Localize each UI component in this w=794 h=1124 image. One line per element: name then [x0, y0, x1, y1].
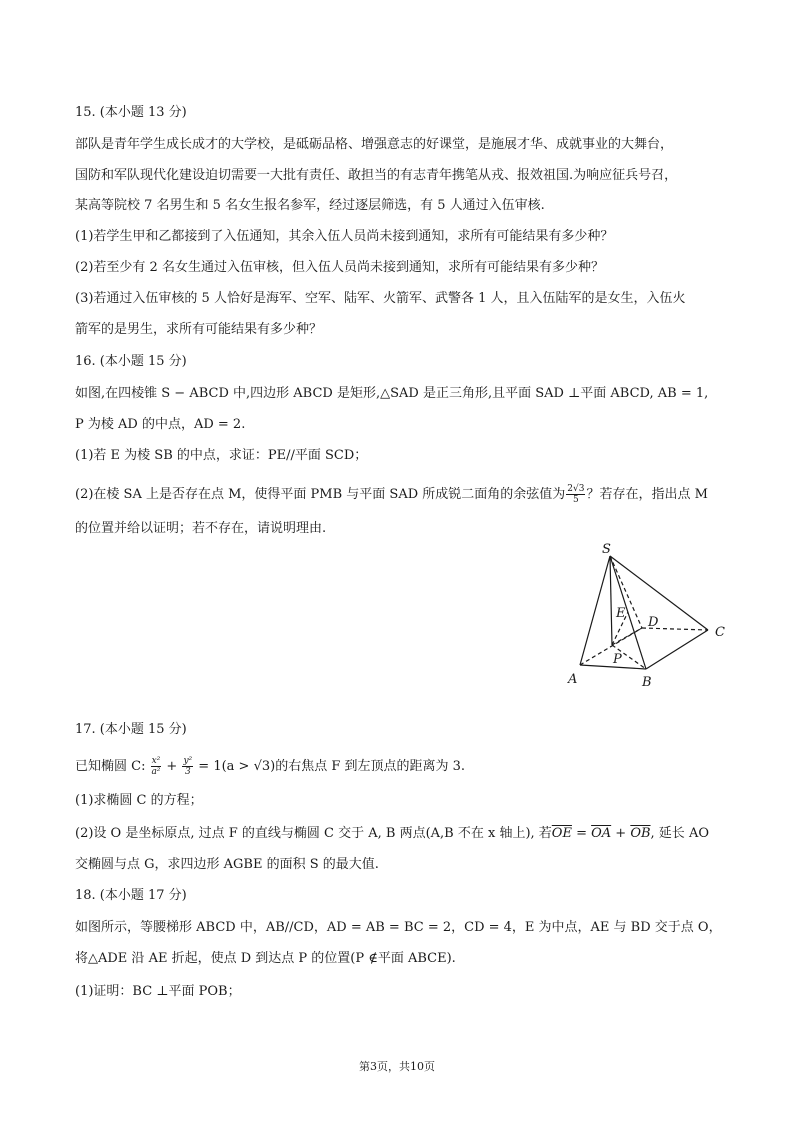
q15-subquestion-1: (1)若学生甲和乙都接到了入伍通知，其余入伍人员尚未接到通知，求所有可能结果有多少种？ — [75, 229, 614, 244]
q17-text-pre: 已知椭圆 C: — [75, 759, 150, 774]
q18-text-line1: 如图所示，等腰梯形 ABCD 中，AB//CD，AD = AB = BC = 2，CD = 4，E 为中点，AE 与 BD 交于点 O， — [75, 920, 722, 935]
q16-s2-text-post: ？若存在，指出点 M — [586, 487, 708, 502]
q16-header: 16. (本小题 15 分) — [75, 354, 187, 369]
label-E: E — [616, 606, 626, 621]
vector-OE: $\overline{OE}$ — [551, 826, 572, 841]
q15-text-line1: 部队是青年学生成长成才的大学校，是砥砺品格、增强意志的好课堂，是施展才华、成就事业的大舞台， — [75, 137, 674, 152]
q17-s2-text-pre: (2)设 O 是坐标原点, 过点 F 的直线与椭圆 C 交于 A, B 两点(A,B 不在 x 轴上), 若 — [75, 826, 552, 841]
cosine-fraction-numerator: 2√3 — [567, 484, 585, 494]
ellipse-y-term — [182, 756, 193, 777]
cosine-fraction — [566, 484, 585, 505]
y-term-denominator: 3 — [184, 767, 191, 777]
q15-subquestion-2: (2)若至少有 2 名女生通过入伍审核，但入伍人员尚未接到通知，求所有可能结果有多少种？ — [75, 260, 604, 275]
cosine-fraction-denominator: 5 — [573, 495, 579, 505]
label-C: C — [715, 625, 725, 640]
q15-subquestion-3-line1: (3)若通过入伍审核的 5 人恰好是海军、空军、陆军、火箭军、武警各 1 人，且入伍陆军的是女生，入伍火 — [75, 291, 686, 306]
q15-header: 15. (本小题 13 分) — [75, 105, 187, 120]
q17-eq: = — [571, 826, 592, 841]
q17-s2-text-post: , 延长 AO — [650, 826, 709, 841]
ellipse-x-term — [151, 756, 162, 777]
label-P: P — [613, 652, 622, 667]
y-term-numerator: y² — [183, 756, 193, 766]
q16-s2-text-pre: (2)在棱 SA 上是否存在点 M，使得平面 PMB 与平面 SAD 所成锐二面角的余弦值为 — [75, 487, 566, 502]
q16-text-line1: 如图,在四棱锥 S − ABCD 中,四边形 ABCD 是矩形,△SAD 是正三角形,且平面 SAD ⊥平面 ABCD, AB = 1, — [75, 386, 709, 401]
label-D: D — [648, 615, 659, 630]
q16-subquestion-2-line2: 的位置并给以证明；若不存在，请说明理由. — [75, 521, 327, 536]
q17-vplus: + — [611, 826, 631, 841]
page-footer: 第3页，共10页 — [359, 1060, 435, 1073]
x-term-denominator: a² — [151, 767, 161, 777]
q18-text-line2: 将△ADE 沿 AE 折起，使点 D 到达点 P 的位置(P ∉平面 ABCE). — [75, 951, 456, 966]
label-S: S — [602, 542, 611, 557]
q17-subquestion-2-line1 — [75, 824, 725, 844]
vector-OA: $\overline{OA}$ — [591, 826, 612, 841]
vector-OB: $\overline{OB}$ — [630, 826, 651, 841]
q18-header: 18. (本小题 17 分) — [75, 888, 187, 903]
q16-text-line2: P 为棱 AD 的中点，AD = 2. — [75, 417, 246, 432]
q15-text-line3: 某高等院校 7 名男生和 5 名女生报名参军，经过逐层筛选，有 5 人通过入伍审核. — [75, 198, 545, 213]
x-term-numerator: x² — [151, 756, 161, 766]
q17-plus: + — [162, 759, 182, 774]
label-A: A — [568, 672, 578, 687]
q17-text-line1 — [75, 756, 725, 776]
q17-subquestion-2-line2: 交椭圆与点 G，求四边形 AGBE 的面积 S 的最大值. — [75, 857, 379, 872]
q16-subquestion-1: (1)若 E 为棱 SB 的中点，求证：PE//平面 SCD； — [75, 448, 368, 463]
q15-subquestion-3-line2: 箭军的是男生，求所有可能结果有多少种？ — [75, 322, 323, 337]
q16-subquestion-2-line1 — [75, 484, 725, 504]
label-B: B — [642, 675, 652, 688]
q17-text-post: = 1(a > √3)的右焦点 F 到左顶点的距离为 3. — [194, 759, 466, 774]
q18-subquestion-1: (1)证明：BC ⊥平面 POB； — [75, 984, 241, 999]
edge-SA — [580, 556, 610, 665]
q17-header: 17. (本小题 15 分) — [75, 722, 187, 737]
edge-BC — [646, 630, 708, 669]
q15-text-line2: 国防和军队现代化建设迫切需要一大批有责任、敢担当的有志青年携笔从戎、报效祖国.为响应征兵号召， — [75, 168, 678, 183]
q17-subquestion-1: (1)求椭圆 C 的方程； — [75, 793, 203, 808]
pyramid-figure — [560, 538, 740, 688]
edge-SP — [610, 556, 612, 645]
